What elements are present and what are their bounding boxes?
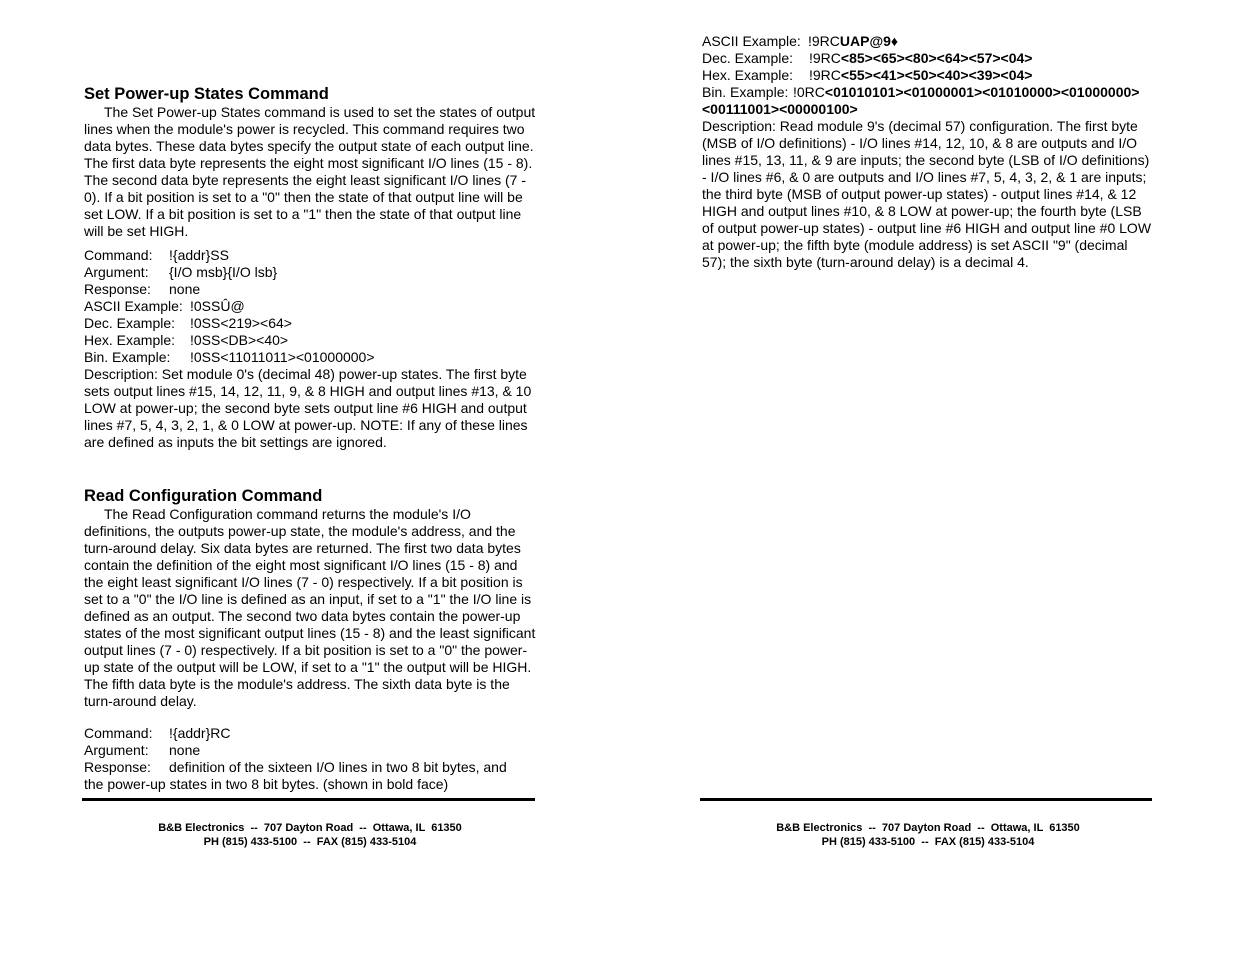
response-row: [84, 281, 536, 298]
rc-argument-value: none: [169, 742, 201, 758]
read-config-section: [84, 486, 536, 710]
footer-rule: [82, 798, 535, 801]
r-dec-example-row: [702, 50, 1172, 67]
footer: [84, 821, 536, 849]
read-config-description: Description: Read module 9's (decimal 57) configuration. The first byte (MSB of I/O definitions) - I/O lines #14, 12, 10, & 8 are outputs and I/O lines #15, 13, 11, & 9 are inputs; the second byte (LSB of I/O definitions) - I/O lines #6, & 0 are outputs and I/O lines #7, 5, 4, 3, 2, & 1 are inputs; the third byte (MSB of output power-up states) - output lines #14, & 12 HIGH and output lines #10, & 8 LOW at power-up; the fourth byte (LSB of output power-up states) - output line #6 HIGH and output line #0 LOW at power-up; the fifth byte (module address) is set ASCII "9" (decimal 57); the sixth byte (turn-around delay) is a decimal 4.: [702, 118, 1152, 270]
r-hex-bold: <55><41><50><40><39><04>: [840, 67, 1033, 83]
bin-example-label: Bin. Example:: [84, 349, 171, 365]
r-hex-example-row: [702, 67, 1172, 84]
r-hex-example-label: Hex. Example:: [702, 67, 794, 83]
rc-argument-row: [84, 742, 536, 759]
rc-command-row: [84, 725, 536, 742]
dec-example-row: [84, 315, 536, 332]
command-row: [84, 247, 536, 264]
r-ascii-bold: UAP@9♦: [839, 33, 899, 49]
bin-example-row: [84, 349, 536, 366]
read-config-details: [84, 725, 536, 793]
command-value: !{addr}SS: [169, 247, 229, 263]
ascii-example-row: [84, 298, 536, 315]
r-bin-example-row: [702, 84, 1172, 101]
response-label: Response:: [84, 281, 151, 297]
r-dec-example-label: Dec. Example:: [702, 50, 794, 66]
set-powerup-title: Set Power-up States Command: [84, 85, 329, 103]
set-powerup-details: [84, 247, 536, 451]
r-hex-example-value: [809, 67, 1032, 84]
r-bin-bold-2: <00111001><00000100>: [702, 101, 858, 117]
r-bin-example-label: Bin. Example:: [702, 84, 789, 100]
argument-label: Argument:: [84, 264, 149, 280]
read-config-title: Read Configuration Command: [84, 487, 323, 505]
footer-phone: PH (815) 433-5100 -- FAX (815) 433-5104: [821, 836, 1035, 848]
rc-response-value: definition of the sixteen I/O lines in two 8 bit bytes, and: [169, 759, 507, 775]
rc-argument-label: Argument:: [84, 742, 149, 758]
rc-command-label: Command:: [84, 725, 153, 741]
ascii-example-label: ASCII Example:: [84, 298, 183, 314]
footer-rule: [700, 798, 1152, 801]
set-powerup-description: Description: Set module 0's (decimal 48) power-up states. The first byte sets output lines #15, 14, 12, 11, 9, & 8 HIGH and output lines #13, & 10 LOW at power-up; the second byte sets output line #6 HIGH and output lines #7, 5, 4, 3, 2, 1, & 0 LOW at power-up. NOTE: If any of these lines are defined as inputs the bit settings are ignored.: [84, 366, 532, 450]
read-config-paragraph: The Read Configuration command returns the module's I/O definitions, the outputs power-up state, the module's address, and the turn-around delay. Six data bytes are returned. The first two data bytes contain the definition of the eight most significant I/O lines (15 - 8) and the eight least significant I/O lines (7 - 0) respectively. If a bit position is set to a "0" the I/O line is defined as an input, if set to a "1" the I/O line is defined as an output. The second two data bytes contain the power-up states of the most significant output lines (15 - 8) and the least significant output lines (7 - 0) respectively. If a bit position is set to a "0" the power-up state of the output will be LOW, if set to a "1" the output will be HIGH. The fifth data byte is the module's address. The sixth data byte is the turn-around delay.: [84, 506, 536, 709]
dec-example-label: Dec. Example:: [84, 315, 176, 331]
argument-row: [84, 264, 536, 281]
r-ascii-example-row: [702, 33, 1172, 50]
dec-example-value: !0SS<219><64>: [190, 315, 292, 331]
hex-example-value: !0SS<DB><40>: [190, 332, 289, 348]
footer: [702, 821, 1154, 849]
footer-address: B&B Electronics -- 707 Dayton Road -- Ottawa, IL 61350: [158, 822, 462, 834]
set-powerup-section: [84, 84, 536, 240]
hex-example-row: [84, 332, 536, 349]
argument-value: {I/O msb}{I/O lsb}: [169, 264, 278, 280]
footer-phone: PH (815) 433-5100 -- FAX (815) 433-5104: [203, 836, 417, 848]
command-label: Command:: [84, 247, 153, 263]
r-dec-example-value: [809, 50, 1032, 67]
rc-response-continuation: the power-up states in two 8 bit bytes. (shown in bold face): [84, 776, 449, 792]
read-config-examples: [702, 33, 1172, 271]
r-dec-prefix: !9RC: [809, 50, 841, 66]
footer-address: B&B Electronics -- 707 Dayton Road -- Ottawa, IL 61350: [776, 822, 1080, 834]
r-ascii-example-label: ASCII Example:: [702, 33, 801, 49]
ascii-example-value: !0SSÛ@: [190, 298, 245, 314]
r-ascii-example-value: [808, 33, 898, 50]
hex-example-label: Hex. Example:: [84, 332, 176, 348]
rc-response-label: Response:: [84, 759, 151, 775]
r-hex-prefix: !9RC: [809, 67, 841, 83]
r-bin-example-value: [793, 84, 1139, 101]
set-powerup-paragraph: The Set Power-up States command is used to set the states of output lines when the module's power is recycled. This command requires two data bytes. These data bytes specify the output state of each output line. The first data byte represents the eight most significant I/O lines (15 - 8). The second data byte represents the eight least significant I/O lines (7 - 0). If a bit position is set to a "0" then the state of that output line will be set LOW. If a bit position is set to a "1" then the state of that output line will be set HIGH.: [84, 104, 536, 239]
response-value: none: [169, 281, 201, 297]
r-bin-bold-1: <01010101><01000001><01010000><01000000>: [824, 84, 1140, 100]
rc-command-value: !{addr}RC: [169, 725, 231, 741]
bin-example-value: !0SS<11011011><01000000>: [190, 349, 375, 365]
r-dec-bold: <85><65><80><64><57><04>: [840, 50, 1033, 66]
r-bin-prefix: !0RC: [793, 84, 825, 100]
rc-response-row: [84, 759, 536, 776]
r-ascii-prefix: !9RC: [808, 33, 840, 49]
